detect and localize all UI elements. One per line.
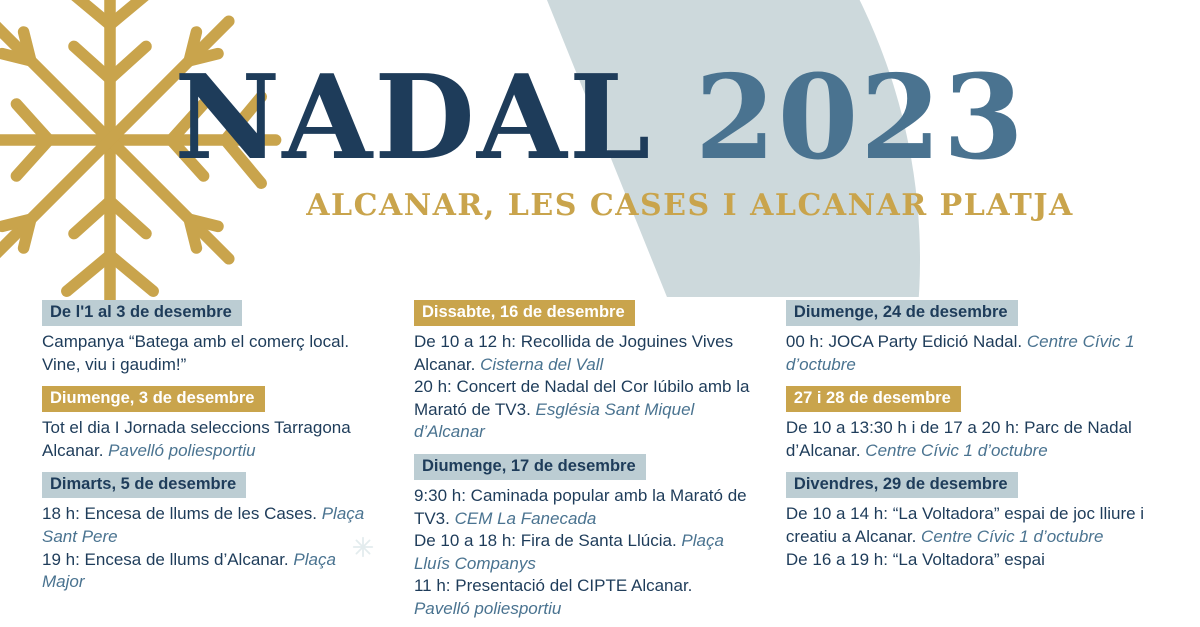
event-date-heading: Diumenge, 24 de desembre: [786, 300, 1018, 326]
event-text: De 10 a 12 h: Recollida de Joguines Vives Alcanar.: [413, 332, 734, 374]
event-date-heading: De l'1 al 3 de desembre: [42, 300, 242, 326]
event-date-heading: 27 i 28 de desembre: [786, 386, 961, 412]
event-description-secondary: [42, 549, 378, 594]
event-date-heading: Diumenge, 3 de desembre: [42, 386, 265, 412]
event-entry: [42, 386, 378, 462]
event-date-heading: Dimarts, 5 de desembre: [42, 472, 246, 498]
event-date-heading: Divendres, 29 de desembre: [786, 472, 1018, 498]
event-description: [786, 331, 1158, 376]
event-description-secondary: [414, 376, 750, 444]
event-description-tertiary: [414, 575, 750, 620]
event-text: De 10 a 18 h: Fira de Santa Llúcia.: [413, 531, 682, 551]
event-text: 00 h: JOCA Party Edició Nadal.: [785, 332, 1027, 351]
events-column-3: [786, 300, 1158, 627]
event-location: Cisterna del Vall: [480, 354, 604, 374]
event-description: [786, 417, 1158, 462]
event-text: De 10 a 14 h: “La Voltadora” espai de joc lliure i creatiu a Alcanar.: [785, 504, 1145, 547]
event-location: Plaça Major: [42, 549, 336, 592]
event-location: Pavelló poliesportiu: [413, 599, 562, 619]
event-text: 9:30 h: Caminada popular amb la Marató de TV3.: [413, 486, 747, 528]
event-entry: [414, 454, 750, 621]
event-entry: [786, 300, 1158, 376]
events-column-1: [42, 300, 414, 627]
event-location: Pavelló poliesportiu: [108, 440, 256, 460]
event-entry: [42, 300, 378, 376]
event-description: [414, 485, 750, 530]
event-description-secondary: [786, 549, 1158, 572]
event-description: [42, 417, 378, 462]
events-columns: [0, 300, 1200, 627]
event-description: [414, 331, 750, 376]
event-date-heading: Diumenge, 17 de desembre: [414, 454, 646, 480]
event-location: Centre Cívic 1 d’octubre: [785, 332, 1135, 374]
event-location: Plaça Sant Pere: [42, 504, 365, 547]
event-text: 19 h: Encesa de llums d’Alcanar.: [42, 549, 294, 569]
event-text: 18 h: Encesa de llums de les Cases.: [42, 504, 322, 524]
events-column-2: [414, 300, 786, 627]
event-description-secondary: [414, 530, 750, 575]
event-date-heading: Dissabte, 16 de desembre: [414, 300, 635, 326]
event-entry: [42, 472, 378, 593]
event-location: Centre Cívic 1 d’octubre: [921, 527, 1104, 547]
event-text: De 16 a 19 h: “La Voltadora” espai: [785, 549, 1045, 569]
event-location: Plaça Lluís Companys: [413, 531, 724, 573]
event-description: [42, 503, 378, 548]
event-location: Centre Cívic 1 d’octubre: [865, 440, 1048, 460]
event-text: Tot el dia I Jornada seleccions Tarragona Alcanar.: [42, 418, 351, 460]
event-text: 20 h: Concert de Nadal del Cor Iúbilo amb la Marató de TV3.: [413, 377, 750, 419]
event-location: Església Sant Miquel d’Alcanar: [413, 399, 695, 442]
event-text: 11 h: Presentació del CIPTE Alcanar.: [413, 576, 693, 596]
event-description: [786, 503, 1158, 548]
event-entry: [786, 386, 1158, 462]
event-text: De 10 a 13:30 h i de 17 a 20 h: Parc de Nadal d’Alcanar.: [785, 418, 1132, 460]
event-entry: [786, 472, 1158, 571]
title-word-nadal: NADAL: [174, 50, 653, 186]
page-title: [0, 50, 1200, 186]
poster-title-block: [0, 50, 1200, 223]
title-year: 2023: [694, 50, 1026, 186]
snowflake-icon-small-white-1: [372, 4, 398, 30]
event-entry: [414, 300, 750, 444]
poster-subtitle: ALCANAR, LES CASES I ALCANAR PLATJA: [306, 188, 1074, 223]
event-description: [42, 331, 378, 376]
event-text: Campanya “Batega amb el comerç local. Vine, viu i gaudim!”: [42, 332, 350, 374]
event-location: CEM La Fanecada: [454, 508, 597, 528]
